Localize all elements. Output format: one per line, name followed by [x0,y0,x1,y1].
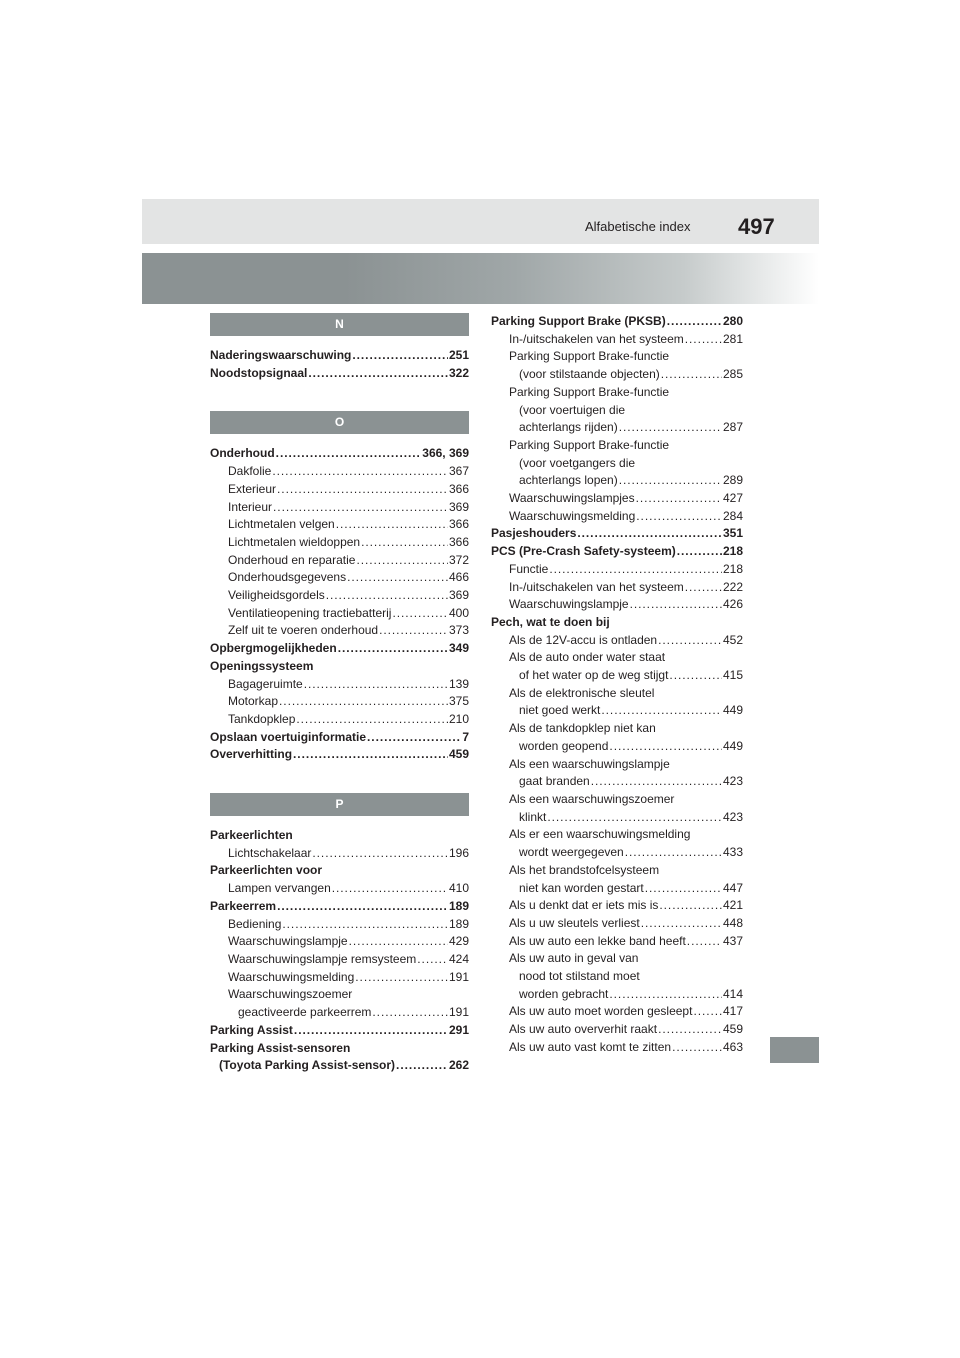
entry-label: Lichtmetalen velgen [228,517,335,532]
dot-leader [549,561,722,579]
entry-label: Parking Support Brake (PKSB) [491,314,666,328]
dot-leader [326,587,448,605]
index-entry [210,463,469,481]
dot-leader [336,516,448,534]
entry-page: 291 [448,1022,469,1037]
index-entry [210,658,469,676]
entry-label: Als uw auto vast komt te zitten [509,1039,672,1054]
entry-page: 189 [448,916,469,931]
entry-page: 349 [448,641,469,656]
index-entry [491,649,743,667]
index-entry [210,552,469,570]
index-entry [210,969,469,987]
index-entry [210,587,469,605]
entry-page: 284 [722,508,743,523]
entry-label: Parking Support Brake-functie [509,384,670,399]
dot-leader [417,951,448,969]
index-entry [491,915,743,933]
dot-leader [308,365,448,383]
entry-label: achterlangs lopen) [519,473,618,488]
chapter-bar [142,253,819,304]
entry-label: geactiveerde parkeerrem [238,1005,372,1020]
header-band [142,199,819,244]
section-header-p: P [210,793,469,816]
index-entry [210,499,469,517]
entry-label: Parkeerlichten voor [210,863,323,878]
dot-leader [619,419,722,437]
entry-label: Opslaan voertuiginformatie [210,729,367,744]
index-entry [491,632,743,650]
entry-label: Bediening [228,916,282,931]
entry-label: Interieur [228,499,273,514]
index-entry [491,561,743,579]
index-entry [210,365,469,383]
entry-page: 351 [722,526,743,541]
entry-label: Openingssysteem [210,658,314,673]
index-entry [210,1004,469,1022]
entry-label: Waarschuwingslampje [228,934,348,949]
entry-label: Als u uw sleutels verliest [509,915,640,930]
entry-label: Als een waarschuwingszoemer [509,791,675,806]
dot-leader [677,543,722,561]
entry-page: 400 [448,605,469,620]
dot-leader [625,844,722,862]
entry-page: 287 [722,420,743,435]
index-entry [491,862,743,880]
entry-label: of het water op de weg stijgt [519,668,669,683]
index-entry [210,729,469,747]
entry-page: 452 [722,632,743,647]
entry-page: 196 [448,845,469,860]
index-entry [491,596,743,614]
dot-leader [361,534,448,552]
dot-leader [296,711,448,729]
index-entry [491,402,743,420]
entry-label: Als de 12V-accu is ontladen [509,632,658,647]
entry-label: Oververhitting [210,747,293,762]
dot-leader [693,1003,722,1021]
entry-page: 191 [448,969,469,984]
index-entry [210,622,469,640]
entry-label: Waarschuwingslampjes [509,491,635,506]
index-entry [210,347,469,365]
dot-leader [304,676,448,694]
entry-page: 366 [448,517,469,532]
index-entry [210,711,469,729]
entry-page: 189 [448,898,469,913]
entry-page: 414 [722,986,743,1001]
index-entry [491,986,743,1004]
entry-label: Veiligheidsgordels [228,588,325,603]
entry-label: wordt weergegeven [519,845,624,860]
dot-leader [636,490,722,508]
index-entry [491,331,743,349]
entry-page: 447 [722,880,743,895]
entry-page: 463 [722,1039,743,1054]
entry-label: niet goed werkt [519,703,601,718]
dot-leader [645,880,722,898]
entry-page: 417 [722,1004,743,1019]
index-entry [491,614,743,632]
dot-leader [338,640,448,658]
entry-page: 373 [448,623,469,638]
index-entry [491,809,743,827]
dot-leader [352,347,448,365]
dot-leader [609,986,722,1004]
dot-leader [279,693,448,711]
entry-label: Parkeerrem [210,898,277,913]
dot-leader [396,1057,448,1075]
entry-label: Bagageruimte [228,676,303,691]
entry-page: 366 [448,534,469,549]
page-number: 497 [738,214,775,239]
entry-page: 466 [448,570,469,585]
index-entry [491,437,743,455]
entry-page: 423 [722,774,743,789]
index-entry [210,693,469,711]
entry-label: Waarschuwingslampje remsysteem [228,951,417,966]
entry-label: Waarschuwingslampje [509,597,629,612]
entry-label: Als uw auto moet worden gesleept [509,1004,693,1019]
entry-page: 366, 369 [422,446,469,461]
index-entry [491,366,743,384]
entry-label: Lampen vervangen [228,881,331,896]
entry-label: Ventilatieopening tractiebatterij [228,605,392,620]
dot-leader [277,481,448,499]
dot-leader [601,702,722,720]
entry-label: Naderingswaarschuwing [210,348,352,362]
dot-leader [619,472,722,490]
entry-page: 372 [448,552,469,567]
index-entry [210,845,469,863]
entry-label: Pasjeshouders [491,526,577,541]
entry-page: 139 [448,676,469,691]
index-entry [491,897,743,915]
dot-leader [667,313,722,331]
dot-leader [367,729,461,747]
dot-leader [685,331,722,349]
dot-leader [355,969,448,987]
entry-label: Pech, wat te doen bij [491,614,610,629]
dot-leader [276,445,422,463]
dot-leader [630,596,722,614]
chapter-tab [770,1037,819,1063]
index-entry [491,720,743,738]
index-entry [210,827,469,845]
entry-label: In-/uitschakelen van het systeem [509,331,684,346]
index-entry [210,862,469,880]
entry-page: 415 [722,668,743,683]
entry-label: Parking Support Brake-functie [509,349,670,364]
entry-label: Waarschuwingszoemer [228,987,353,1002]
entry-label: Onderhoud en reparatie [228,552,356,567]
entry-label: Als de auto onder water staat [509,650,666,665]
entry-label: Functie [509,561,549,576]
index-entry [210,640,469,658]
dot-leader [687,933,722,951]
dot-leader [277,898,448,916]
entry-label: gaat branden [519,774,590,789]
index-entry [210,933,469,951]
index-entry [210,746,469,764]
entry-page: 285 [722,367,743,382]
entry-page: 366 [448,481,469,496]
index-entry [491,508,743,526]
index-entry [210,534,469,552]
index-entry [491,667,743,685]
entry-page: 459 [722,1022,743,1037]
index-entry [210,898,469,916]
entry-page: 449 [722,703,743,718]
dot-leader [293,746,448,764]
dot-leader [659,897,722,915]
entry-page: 222 [722,579,743,594]
entry-label: (voor stilstaande objecten) [519,367,660,382]
index-entry [491,685,743,703]
index-entry [491,348,743,366]
entry-label: Als er een waarschuwingsmelding [509,827,691,842]
entry-page: 423 [722,809,743,824]
dot-leader [577,525,722,543]
entry-label: Exterieur [228,481,277,496]
index-column-right [491,313,743,1057]
dot-leader [356,552,448,570]
entry-page: 424 [448,951,469,966]
entry-label: Als uw auto een lekke band heeft [509,933,686,948]
entry-label: Als uw auto in geval van [509,951,639,966]
dot-leader [312,845,448,863]
entry-label: Onderhoudsgegevens [228,570,347,585]
index-entry [491,702,743,720]
index-entry [491,490,743,508]
index-entry [491,773,743,791]
index-entry [210,1040,469,1058]
dot-leader [273,499,448,517]
dot-leader [658,632,722,650]
entry-page: 281 [722,331,743,346]
dot-leader [282,916,448,934]
entry-label: worden gebracht [519,986,609,1001]
entry-page: 218 [722,544,743,559]
entry-page: 459 [448,747,469,762]
index-entry [210,516,469,534]
dot-leader [272,463,448,481]
index-entry [491,968,743,986]
entry-page: 262 [448,1058,469,1073]
index-entry [210,481,469,499]
entry-label: (Toyota Parking Assist-sensor) [219,1058,396,1073]
dot-leader [294,1022,448,1040]
entry-label: Als een waarschuwingslampje [509,756,670,771]
index-entry [491,933,743,951]
entry-label: niet kan worden gestart [519,880,644,895]
index-entry [491,1039,743,1057]
index-entry [210,880,469,898]
index-entry [210,569,469,587]
dot-leader [372,1004,448,1022]
entry-label: klinkt [519,809,547,824]
dot-leader [672,1039,722,1057]
dot-leader [658,1021,722,1039]
entry-label: Onderhoud [210,446,275,461]
index-entry [210,916,469,934]
index-entry [491,880,743,898]
entry-label: Parking Assist [210,1022,293,1037]
dot-leader [392,605,448,623]
entry-page: 437 [722,933,743,948]
header-title: Alfabetische index [585,219,691,234]
index-entry [491,384,743,402]
entry-page: 426 [722,597,743,612]
entry-label: (voor voetgangers die [519,455,636,470]
index-entry [491,844,743,862]
entry-page: 369 [448,588,469,603]
entry-label: Zelf uit te voeren onderhoud [228,623,379,638]
entry-label: achterlangs rijden) [519,420,618,435]
section-header-n: N [210,313,469,336]
dot-leader [347,569,448,587]
entry-page: 449 [722,738,743,753]
entry-label: Waarschuwingsmelding [228,969,355,984]
entry-page: 375 [448,694,469,709]
dot-leader [332,880,448,898]
entry-page: 322 [448,365,469,380]
index-entry [491,826,743,844]
entry-label: Lichtschakelaar [228,845,312,860]
entry-page: 280 [722,314,743,328]
dot-leader [609,738,722,756]
dot-leader [661,366,722,384]
index-entry [491,455,743,473]
dot-leader [349,933,448,951]
entry-label: Parkeerlichten [210,828,293,843]
entry-page: 421 [722,898,743,913]
entry-page: 367 [448,464,469,479]
index-entry [210,986,469,1004]
index-entry [491,419,743,437]
index-entry [491,525,743,543]
index-entry [491,543,743,561]
entry-page: 218 [722,561,743,576]
entry-page: 429 [448,934,469,949]
index-entry [491,791,743,809]
index-entry [491,472,743,490]
entry-label: Als u denkt dat er iets mis is [509,898,659,913]
entry-label: Als het brandstofcelsysteem [509,862,660,877]
entry-label: In-/uitschakelen van het systeem [509,579,684,594]
index-entry [210,676,469,694]
dot-leader [636,508,722,526]
index-entry [210,1057,469,1075]
dot-leader [685,579,722,597]
entry-label: Parking Support Brake-functie [509,437,670,452]
entry-label: Als de tankdopklep niet kan [509,721,656,736]
entry-label: (voor voertuigen die [519,402,626,417]
dot-leader [379,622,448,640]
index-column-left [210,313,469,1075]
index-entry [491,1021,743,1039]
dot-leader [547,809,722,827]
index-entry [491,738,743,756]
entry-page: 7 [462,729,469,744]
index-entry [491,313,743,331]
index-entry [491,579,743,597]
entry-label: worden geopend [519,738,609,753]
entry-label: Dakfolie [228,464,272,479]
entry-page: 410 [448,881,469,896]
entry-label: Opbergmogelijkheden [210,641,337,656]
entry-page: 369 [448,499,469,514]
index-entry [210,445,469,463]
dot-leader [591,773,722,791]
index-entry [210,1022,469,1040]
index-entry [491,1003,743,1021]
entry-label: Parking Assist-sensoren [210,1040,351,1055]
entry-page: 448 [722,915,743,930]
entry-page: 433 [722,845,743,860]
entry-label: Tankdopklep [228,711,296,726]
index-entry [210,951,469,969]
index-entry [491,756,743,774]
entry-label: Als de elektronische sleutel [509,685,655,700]
entry-page: 427 [722,491,743,506]
entry-page: 251 [448,348,469,362]
entry-label: Waarschuwingsmelding [509,508,636,523]
entry-page: 289 [722,473,743,488]
entry-page: 210 [448,711,469,726]
entry-label: Als uw auto oververhit raakt [509,1022,658,1037]
entry-label: Noodstopsignaal [210,365,308,380]
entry-label: Motorkap [228,694,279,709]
dot-leader [641,915,722,933]
entry-page: 191 [448,1005,469,1020]
entry-label: Lichtmetalen wieldoppen [228,534,361,549]
entry-label: PCS (Pre-Crash Safety-systeem) [491,544,676,559]
index-entry [210,605,469,623]
dot-leader [669,667,722,685]
entry-label: nood tot stilstand moet [519,969,640,984]
index-entry [491,950,743,968]
section-header-o: O [210,411,469,434]
